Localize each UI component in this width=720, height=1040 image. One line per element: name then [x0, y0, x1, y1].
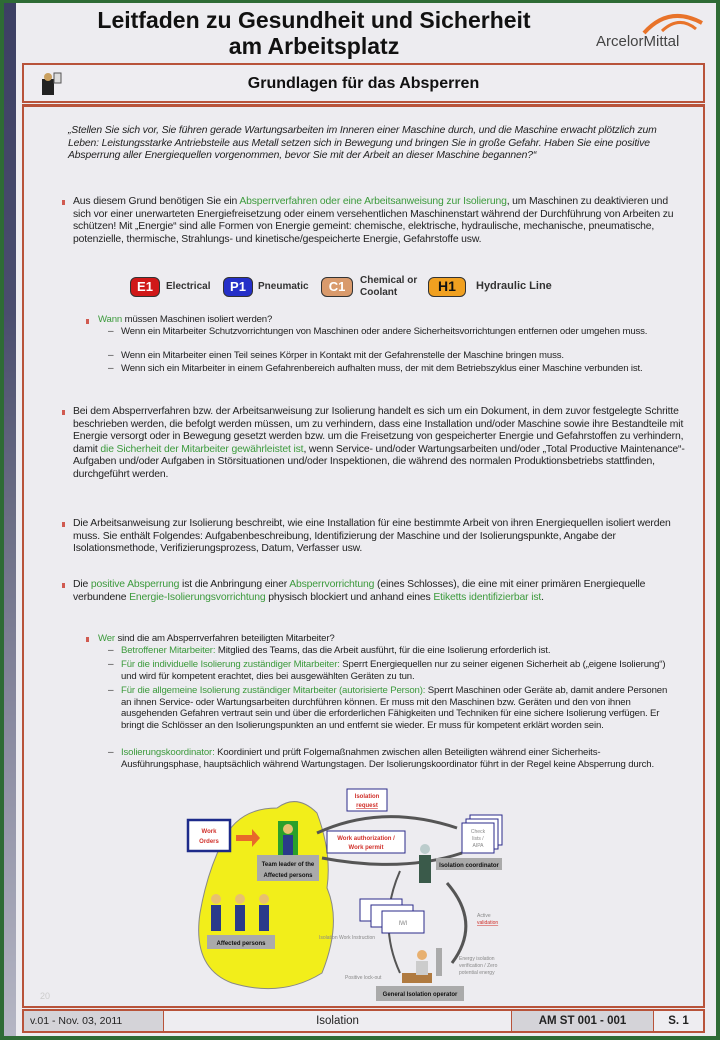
footer-version: v.01 - Nov. 03, 2011	[24, 1011, 164, 1031]
legend-label: Chemical or Coolant	[360, 275, 418, 298]
label: Affected persons	[263, 873, 313, 879]
label: AIPA	[472, 843, 484, 849]
highlight: Betroffener Mitarbeiter:	[121, 645, 216, 656]
badge-code: P1	[230, 279, 246, 294]
highlight: Absperrvorrichtung	[289, 579, 375, 590]
coordinator-figure-icon	[419, 844, 431, 883]
wann-item: Wenn ein Mitarbeiter Schutzvorrichtungen von Maschinen oder andere Sicherheitsvorrichtungen entfernen oder umgehen muss.	[121, 326, 648, 337]
bullet-icon	[86, 637, 89, 642]
text: ist die Anbringung einer	[179, 579, 290, 590]
slide-page	[4, 3, 716, 1036]
label: lists /	[472, 836, 484, 842]
text: sind die am Absperrverfahren beteiligten Mitarbeiter?	[114, 633, 335, 644]
logo-text: ArcelorMittal	[596, 33, 680, 50]
bullet-procedure	[73, 406, 695, 482]
label: Isolation coordinator	[439, 863, 499, 869]
dash-icon: –	[108, 350, 114, 361]
legend-label: Electrical	[166, 281, 211, 292]
text: Sperrt Energiequellen nur zu seiner eigenen Sicherheit ab („eigene Isolierung“) und wird für kompetent erachtet, dies bei ausgewählten Geräten zu tun.	[121, 659, 666, 682]
label: Team leader of the	[261, 862, 315, 868]
wer-item	[121, 747, 669, 770]
text: müssen Maschinen isoliert werden?	[122, 314, 273, 325]
badge-code: C1	[328, 279, 346, 294]
bullet-positive-lockout	[73, 579, 695, 604]
dash-icon: –	[108, 685, 114, 696]
bullet-energy	[73, 196, 688, 259]
team-leader-figure-icon	[278, 821, 298, 857]
bullet-icon	[62, 522, 65, 527]
arcelormittal-logo	[594, 9, 704, 55]
bullet-instruction: Die Arbeitsanweisung zur Isolierung beschreibt, wie eine Installation für eine bestimmte Arbeit von ihren Energiequellen isoliert werden muss. Sie enthält Folgendes: Aufgabenbeschreibung, Identifizierung der Maschine und der Isolierungspunkte, Angabe der Isolationsmethode, Verifizierungsprozess, Datum, Verfasser usw.	[73, 518, 671, 555]
bullet-icon	[62, 410, 65, 415]
label: validation	[477, 920, 499, 926]
text: , wenn Service- und/oder Wartungsarbeiten und/oder „Total Productive Maintenance“-Aufgaben und/oder Aufgaben in Störsituationen und/oder Inspektionen, die während des normalen Produktionsbetriebs stattfinden, durchgeführt werden.	[73, 443, 685, 480]
wer-item	[121, 685, 669, 731]
highlight: Wer	[98, 633, 115, 644]
dash-icon: –	[108, 326, 114, 337]
label: Active	[477, 913, 491, 919]
text: .	[541, 591, 544, 603]
label: Isolation Work Instruction	[319, 935, 376, 941]
text: Sperrt Maschinen oder Geräte ab, damit andere Personen an ihnen Service- oder Wartungsarbeiten durchführen können. Er muss mit den Maschinen bzw. Geräten und den von ihnen ausgehenden Gefahren vertraut sein und über die erforderlichen Fähigkeiten und Techniken für eine sichere Isolierung verfügen. Er bringt die Schlösser an den Isolierungspunkten an und entfernt sie wieder. Er muss für kompetent erklärt worden sein.	[121, 685, 668, 731]
highlight: Isolierungskoordinator:	[121, 747, 215, 758]
footer-doc-id: AM ST 001 - 001	[512, 1011, 654, 1031]
intro-quote: „Stellen Sie sich vor, Sie führen gerade Wartungsarbeiten im Inneren einer Maschine durch, und die Maschine erwacht plötzlich zum Leben: Leistungsstarke Antriebsteile aus Metall setzen sich in Bewegung und bringen Sie in große Gefahr. Haben Sie eine positive Absperrung aller Energiequellen vorgenommen, bevor Sie mit der Arbeit an dieser Maschine begannen?“	[68, 125, 657, 162]
left-decor-strip	[4, 3, 16, 1036]
text: Aus diesem Grund benötigen Sie ein	[73, 196, 240, 207]
dash-icon: –	[108, 659, 114, 670]
dash-icon: –	[108, 645, 114, 656]
text: (eines Schlosses), die eine mit einer primären Energiequelle verbundene	[73, 579, 646, 603]
text: Die	[73, 579, 91, 590]
footer	[22, 1009, 705, 1033]
wer-item	[121, 659, 669, 682]
dash-icon: –	[108, 363, 114, 374]
badge-code: H1	[438, 278, 456, 294]
label: Work authorization /	[337, 836, 395, 842]
text: physisch blockiert und anhand eines	[265, 591, 434, 603]
highlight: Für die individuelle Isolierung zuständiger Mitarbeiter:	[121, 659, 340, 670]
badge-code: E1	[137, 279, 153, 294]
label: Work permit	[348, 845, 384, 851]
label: Work	[201, 829, 217, 835]
section-header	[22, 63, 705, 103]
label: request	[356, 803, 378, 809]
label: General Isolation operator	[382, 992, 458, 998]
footer-page: S. 1	[668, 1015, 689, 1027]
label: verification / Zero	[459, 963, 498, 969]
title-line1: Leitfaden zu Gesundheit und Sicherheit	[97, 7, 531, 33]
affected-persons-figures-icon	[211, 894, 269, 931]
label: Isolation	[354, 794, 380, 800]
slide-number: 20	[40, 991, 51, 1001]
legend-badge-p1	[223, 277, 253, 297]
highlight: Energie-Isolierungsvorrichtung	[129, 591, 266, 603]
legend-badge-c1	[321, 277, 353, 297]
highlight: Für die allgemeine Isolierung zuständiger Mitarbeiter (autorisierte Person):	[121, 685, 426, 696]
highlight: Wann	[98, 314, 123, 325]
work-orders-box	[188, 820, 230, 851]
label: Check	[470, 829, 486, 835]
text: Bei dem Absperrverfahren bzw. der Arbeitsanweisung zur Isolierung handelt es sich um ein Dokument, in dem zuvor festgelegte Schritte beschrieben werden, die befolgt werden müssen, um zu verhindern, dass eine Installation und/oder Maschine sowie ihre Bestandteile mit Energie versorgt oder in Bewegung gesetzt werden bzw. um die Freisetzung von gespeicherter Energie und Gefahrstoffen zu verhindern, damit	[73, 406, 684, 455]
label: IWI	[398, 921, 408, 927]
bullet-icon	[62, 583, 65, 588]
legend-label: Pneumatic	[258, 281, 309, 292]
bullet-icon	[86, 319, 89, 324]
highlight: Etiketts identifizierbar ist	[433, 591, 542, 603]
legend-label: Hydraulic Line	[476, 280, 552, 292]
label: potential energy	[459, 970, 495, 976]
page-title	[44, 7, 584, 59]
highlight: Absperrverfahren oder eine Arbeitsanweisung zur Isolierung	[239, 196, 507, 207]
wer-item	[121, 645, 669, 657]
text: , um Maschinen zu deaktivieren und sich vor einer unerwarteten Energiefreisetzung oder einem versehentlichen Maschinenstart während der Durchführung von Arbeiten zu schützen! Mit „Energie“ sind alle Formen von Energie gemeint: chemische, elektrische, hydraulische, mechanische, pneumatische, potenzielle, thermische, Strahlungs- und kinetische/gespeicherte Energie, Gefahrstoffe usw.	[73, 196, 674, 245]
label: Positive lock-out	[345, 975, 382, 981]
operator-figure-icon	[402, 948, 442, 983]
footer-topic: Isolation	[164, 1011, 512, 1031]
text: Mitglied des Teams, das die Arbeit ausführt, für die eine Isolierung erforderlich ist.	[215, 645, 551, 656]
dash-icon: –	[108, 747, 114, 758]
highlight: die Sicherheit der Mitarbeiter gewährleistet ist	[100, 443, 304, 455]
content-box	[22, 104, 705, 1008]
wann-item: Wenn sich ein Mitarbeiter in einem Gefahrenbereich aufhalten muss, der mit dem Betriebszyklus einer Maschine verbunden ist.	[121, 363, 643, 374]
iwi-documents-icon	[360, 899, 424, 933]
label: Energy isolation	[459, 956, 495, 962]
wann-item: Wenn ein Mitarbeiter einen Teil seines Körper in Kontakt mit der Gefahrenstelle der Maschine bringen muss.	[121, 350, 564, 361]
isolation-process-diagram	[182, 783, 522, 1008]
section-title: Grundlagen für das Absperren	[247, 75, 480, 92]
wann-question	[98, 314, 272, 327]
legend-badge-e1	[130, 277, 160, 297]
label: Affected persons	[216, 941, 266, 947]
wer-question	[98, 633, 335, 646]
bullet-icon	[62, 200, 65, 205]
title-line2: am Arbeitsplatz	[228, 33, 400, 59]
flow-arrow	[447, 883, 466, 963]
label: Orders	[199, 839, 219, 845]
highlight: positive Absperrung	[90, 579, 180, 590]
legend-badge-h1	[428, 277, 466, 297]
text: Koordiniert und prüft Folgemaßnahmen zwischen allen Beteiligten während einer Sicherheits-Ausführungsphase, hauptsächlich während Wartungstagen. Der Isolierungskoordinator führt in der Regel keine Absperrung durch.	[121, 747, 655, 770]
